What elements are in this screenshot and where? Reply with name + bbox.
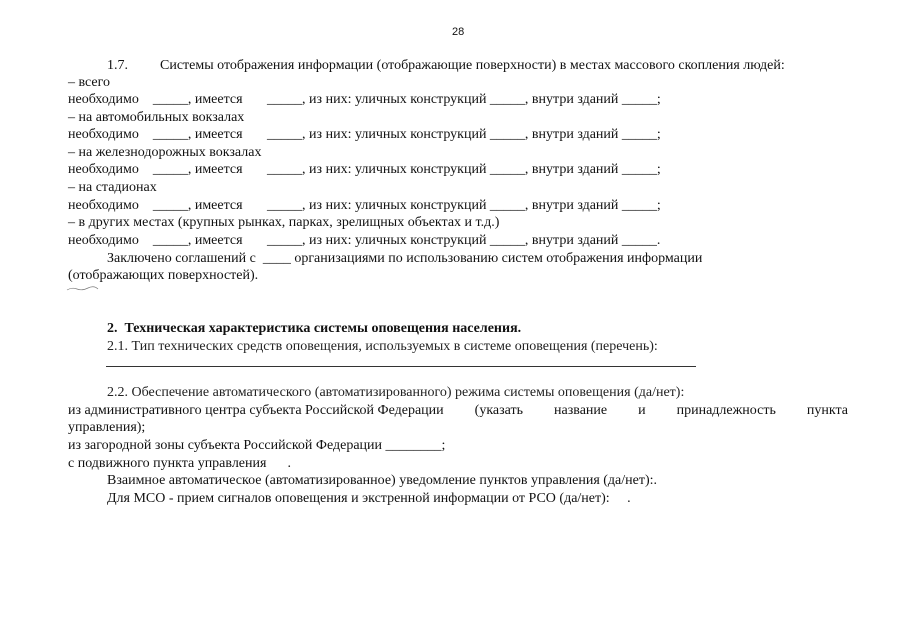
page-number: 28 bbox=[452, 26, 465, 38]
suburban-zone-line: из загородной зоны субъекта Российской Федерации ________; bbox=[68, 438, 446, 453]
category-row: необходимо _____, имеется _____, из них: уличных конструкций _____, внутри зданий _____; bbox=[68, 92, 661, 107]
category-title: – всего bbox=[68, 75, 111, 90]
admin-center-word: название bbox=[554, 403, 608, 418]
agreement-text-cont: (отображающих поверхностей). bbox=[68, 268, 259, 283]
mobile-control-line: с подвижного пункта управления . bbox=[68, 456, 291, 471]
item-2-1: 2.1. Тип технических средств оповещения, используемых в системе оповещения (перечень): bbox=[107, 339, 658, 354]
admin-center-word: (указать bbox=[474, 403, 524, 418]
category-row: необходимо _____, имеется _____, из них: уличных конструкций _____, внутри зданий _____. bbox=[68, 233, 661, 248]
admin-center-line bbox=[68, 402, 848, 419]
mso-line: Для МСО - прием сигналов оповещения и экстренной информации от РСО (да/нет): . bbox=[107, 491, 631, 506]
agreement-text: Заключено соглашений с ____ организациями по использованию систем отображения информации bbox=[107, 251, 703, 266]
admin-center-word: и bbox=[638, 403, 646, 418]
item-2-2: 2.2. Обеспечение автоматического (автоматизированного) режима системы оповещения (да/нет): bbox=[107, 385, 685, 400]
category-row: необходимо _____, имеется _____, из них: уличных конструкций _____, внутри зданий _____; bbox=[68, 198, 661, 213]
admin-center-text: из административного центра субъекта Российской Федерации bbox=[68, 403, 444, 418]
category-row: необходимо _____, имеется _____, из них: уличных конструкций _____, внутри зданий _____; bbox=[68, 162, 661, 177]
section-heading: Системы отображения информации (отображающие поверхности) в местах массового скопления людей: bbox=[160, 58, 785, 73]
category-row: необходимо _____, имеется _____, из них: уличных конструкций _____, внутри зданий _____; bbox=[68, 127, 661, 142]
category-title: – в других местах (крупных рынках, парках, зрелищных объектах и т.д.) bbox=[68, 215, 500, 230]
fill-in-line bbox=[106, 366, 696, 367]
pen-mark bbox=[66, 284, 106, 292]
category-title: – на автомобильных вокзалах bbox=[68, 110, 245, 125]
section-2-heading: 2. Техническая характеристика системы оповещения населения. bbox=[107, 321, 522, 336]
mutual-notification-line: Взаимное автоматическое (автоматизированное) уведомление пунктов управления (да/нет):. bbox=[107, 473, 658, 488]
admin-center-word: пункта bbox=[806, 403, 848, 418]
admin-center-word: принадлежность bbox=[676, 403, 776, 418]
category-title: – на стадионах bbox=[68, 180, 157, 195]
admin-center-cont: управления); bbox=[68, 420, 146, 435]
category-title: – на железнодорожных вокзалах bbox=[68, 145, 262, 160]
section-number: 1.7. bbox=[107, 58, 128, 73]
